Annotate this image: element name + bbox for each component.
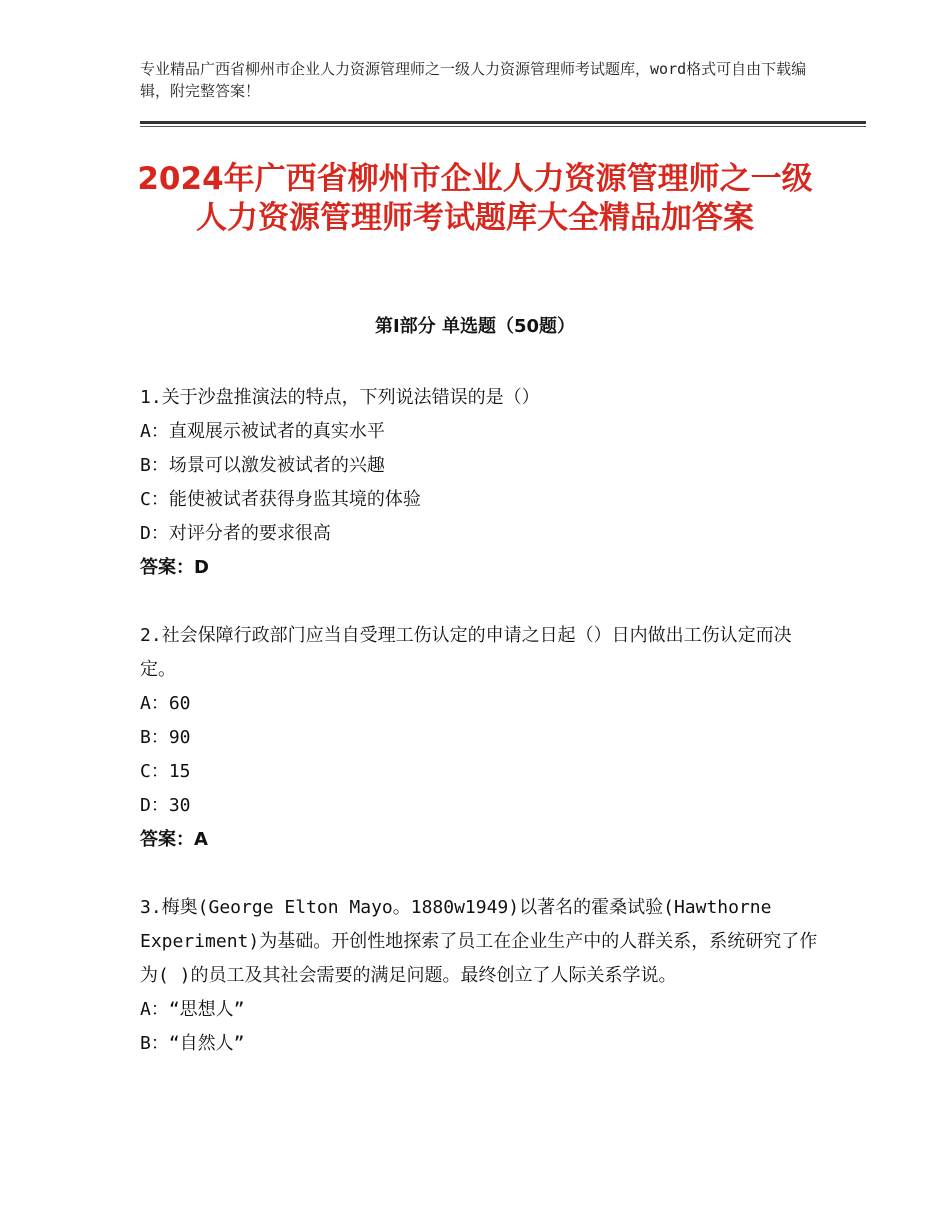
question-text: 2.社会保障行政部门应当自受理工伤认定的申请之日起（）日内做出工伤认定而决定。 (140, 625, 792, 680)
option-a: A：直观展示被试者的真实水平 (140, 421, 385, 442)
option-d: D：30 (140, 795, 191, 816)
option-a: A：60 (140, 693, 191, 714)
header-rule-thick (140, 121, 866, 124)
question-2 (140, 619, 820, 857)
option-d: D：对评分者的要求很高 (140, 523, 331, 544)
option-c: C：15 (140, 761, 191, 782)
document-title: 2024年广西省柳州市企业人力资源管理师之一级人力资源管理师考试题库大全精品加答案 (137, 161, 813, 236)
answer: 答案：A (140, 829, 208, 850)
question-text: 1.关于沙盘推演法的特点，下列说法错误的是（） (140, 387, 540, 408)
option-b: B：90 (140, 727, 191, 748)
option-a: A：“思想人” (140, 999, 245, 1020)
answer: 答案：D (140, 557, 209, 578)
header-rule-thin (140, 126, 866, 127)
section-heading: 第Ⅰ部分 单选题（50题） (374, 316, 575, 337)
question-text: 3.梅奥(George Elton Mayo。1880w1949)以著名的霍桑试验(Hawthorne Experiment)为基础。开创性地探索了员工在企业生产中的人群关系，系统研究了作为( )的员工及其社会需要的满足问题。最终创立了人际关系学说。 (140, 897, 818, 986)
option-b: B：场景可以激发被试者的兴趣 (140, 455, 385, 476)
option-c: C：能使被试者获得身监其境的体验 (140, 489, 421, 510)
header-note: 专业精品广西省柳州市企业人力资源管理师之一级人力资源管理师考试题库，word格式可自由下载编辑，附完整答案！ (140, 60, 807, 100)
question-1 (140, 381, 820, 585)
question-3 (140, 891, 820, 1061)
option-b: B：“自然人” (140, 1033, 245, 1054)
question-list (140, 381, 820, 1095)
